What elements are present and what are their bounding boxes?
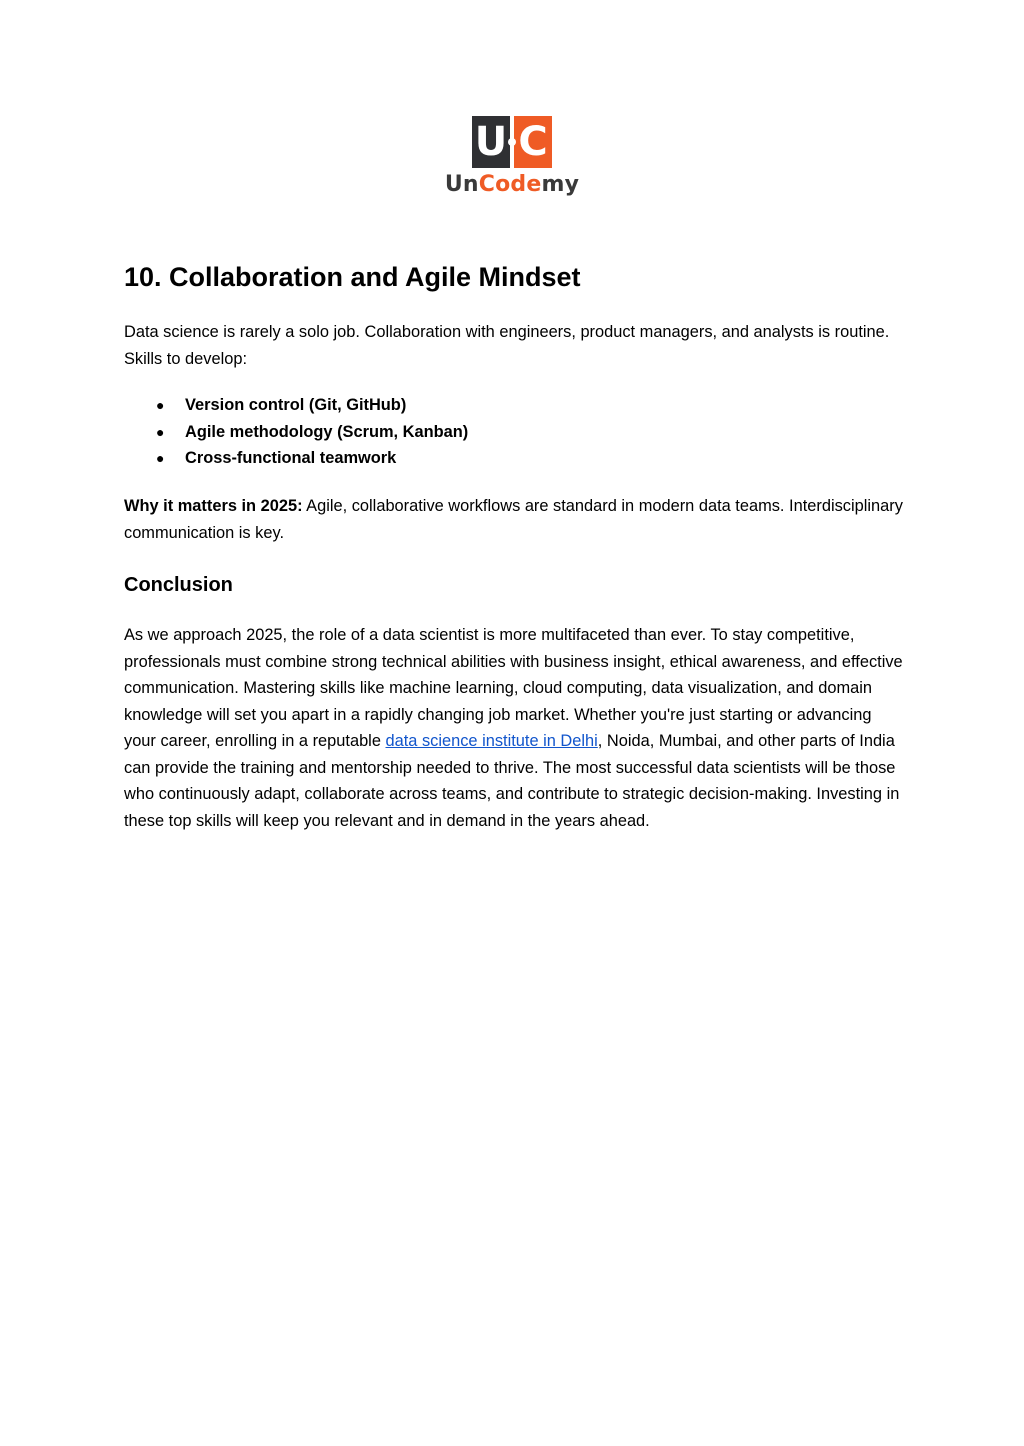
list-item-text: Version control (Git, GitHub): [185, 396, 407, 414]
logo-mark-c: C: [514, 116, 552, 168]
uncodemy-logo: [444, 114, 580, 204]
bullet-icon: ●: [156, 450, 165, 467]
list-item-text: Cross-functional teamwork: [185, 449, 397, 468]
logo-mark-u: U: [472, 116, 510, 168]
conclusion-paragraph: [124, 622, 904, 834]
logo-wordmark: [444, 170, 580, 200]
bullet-icon: ●: [156, 423, 165, 440]
list-item-text: Agile methodology (Scrum, Kanban): [185, 422, 469, 441]
logo-dot: [508, 138, 516, 146]
intro-paragraph: Data science is rarely a solo job. Collaboration with engineers, product managers, and analysts is routine. Skills to develop:: [124, 323, 890, 368]
section-heading: 10. Collaboration and Agile Mindset: [124, 262, 581, 292]
why-text: Agile, collaborative workflows are standard in modern data teams. Interdisciplinary communication is key.: [124, 497, 903, 542]
conclusion-text-start: As we approach 2025, the role of a data scientist is more multifaceted than ever. To stay competitive, professionals must combine strong technical abilities with business insight, ethical awareness, and effective communication. Mastering skills like machine learning, cloud computing, data visualization, and domain knowledge will set you apart in a rapidly changing job market. Whether you're just starting or advancing your career, enrolling in a reputable: [124, 626, 903, 750]
why-label: Why it matters in 2025:: [124, 497, 303, 515]
list-item: [124, 419, 824, 446]
why-it-matters-paragraph: [124, 493, 904, 546]
list-item: [124, 445, 824, 472]
list-item: [124, 392, 824, 419]
logo-word-un: Un: [444, 172, 479, 197]
skills-list: [124, 392, 824, 472]
logo-mark: [472, 116, 552, 168]
institute-link[interactable]: data science institute in Delhi: [385, 732, 598, 750]
bullet-icon: ●: [156, 397, 165, 413]
conclusion-text-end: , Noida, Mumbai, and other parts of India can provide the training and mentorship needed to thrive. The most successful data scientists will be those who continuously adapt, collaborate across teams, and contribute to strategic decision-making. Investing in these top skills will keep you relevant and in demand in the years ahead.: [124, 732, 900, 830]
logo-word-my: my: [541, 172, 580, 197]
conclusion-heading: Conclusion: [124, 574, 233, 596]
logo-word-code: Code: [478, 172, 542, 197]
